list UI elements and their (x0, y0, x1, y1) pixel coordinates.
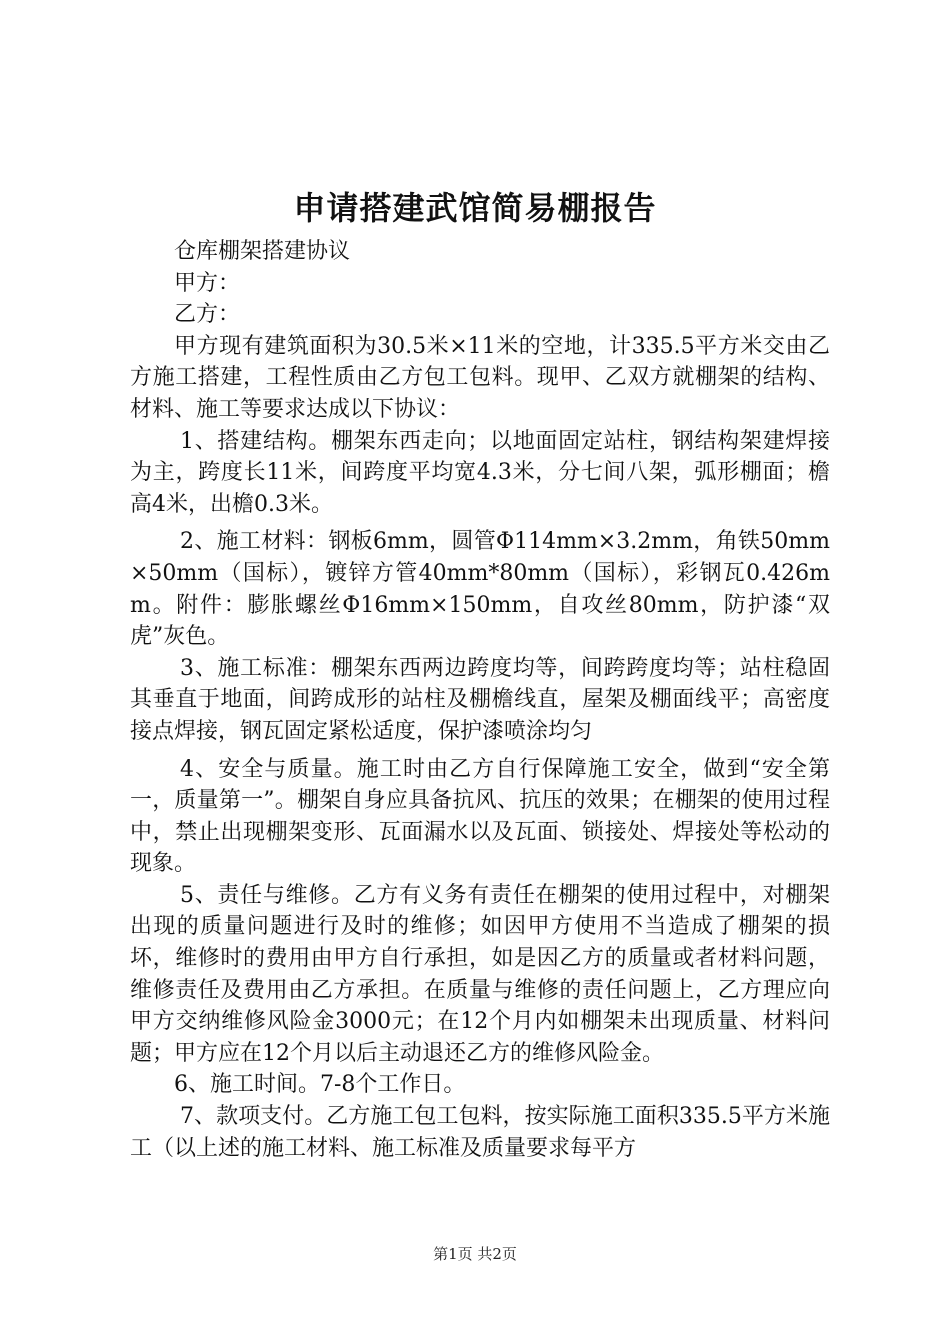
paragraph-party-b: 乙方： (174, 302, 241, 328)
paragraph-agreement-heading: 仓库棚架搭建协议 (174, 239, 351, 264)
paragraph-party-a: 甲方： (174, 270, 241, 296)
document-title: 申请搭建武馆简易棚报告 (293, 189, 657, 227)
paragraph-intro: 甲方现有建筑面积为30.5米×11米的空地，计335.5平方米交由乙方施工搭建，工程性质由乙方包工包料。现甲、乙双方就棚架的结构、材料、施工等要求达成以下协议： (130, 333, 830, 422)
paragraph-standards: 3、施工标准：棚架东西两边跨度均等，间跨跨度均等；站柱稳固其垂直于地面，间跨成形的站柱及棚檐线直，屋架及棚面线平；高密度接点焊接，钢瓦固定紧松适度，保护漆喷涂均匀 (130, 655, 830, 744)
paragraph-construction-time: 6、施工时间。7-8个工作日。 (174, 1072, 466, 1098)
paragraph-payment: 7、款项支付。乙方施工包工包料，按实际施工面积335.5平方米施工（以上述的施工材料、施工标准及质量要求每平方 (130, 1104, 830, 1161)
paragraph-structure: 1、搭建结构。棚架东西走向；以地面固定站柱，钢结构架建焊接为主，跨度长11米，间跨度平均宽4.3米，分七间八架，弧形棚面；檐高4米，出檐0.3米。 (130, 428, 830, 517)
document-body (130, 236, 830, 1164)
paragraph-responsibility-maintenance: 5、责任与维修。乙方有义务有责任在棚架的使用过程中，对棚架出现的质量问题进行及时的维修；如因甲方使用不当造成了棚架的损坏，维修时的费用由甲方自行承担，如是因乙方的质量或者材料问题，维修责任及费用由乙方承担。在质量与维修的责任问题上，乙方理应向甲方交纳维修风险金3000元；在12个月内如棚架未出现质量、材料问题；甲方应在12个月以后主动退还乙方的维修风险金。 (130, 882, 830, 1066)
paragraph-materials: 2、施工材料：钢板6mm，圆管Φ114mm×3.2mm，角铁50mm×50mm（国标），镀锌方管40mm*80mm（国标），彩钢瓦0.426mm。附件：膨胀螺丝Φ16mm×150mm，自攻丝80mm，防护漆“双虎”灰色。 (130, 529, 830, 650)
page-footer: 第1页 共2页 (433, 1245, 517, 1263)
paragraph-safety-quality: 4、安全与质量。施工时由乙方自行保障施工安全，做到“安全第一，质量第一”。棚架自身应具备抗风、抗压的效果；在棚架的使用过程中，禁止出现棚架变形、瓦面漏水以及瓦面、锁接处、焊接处等松动的现象。 (130, 756, 830, 877)
